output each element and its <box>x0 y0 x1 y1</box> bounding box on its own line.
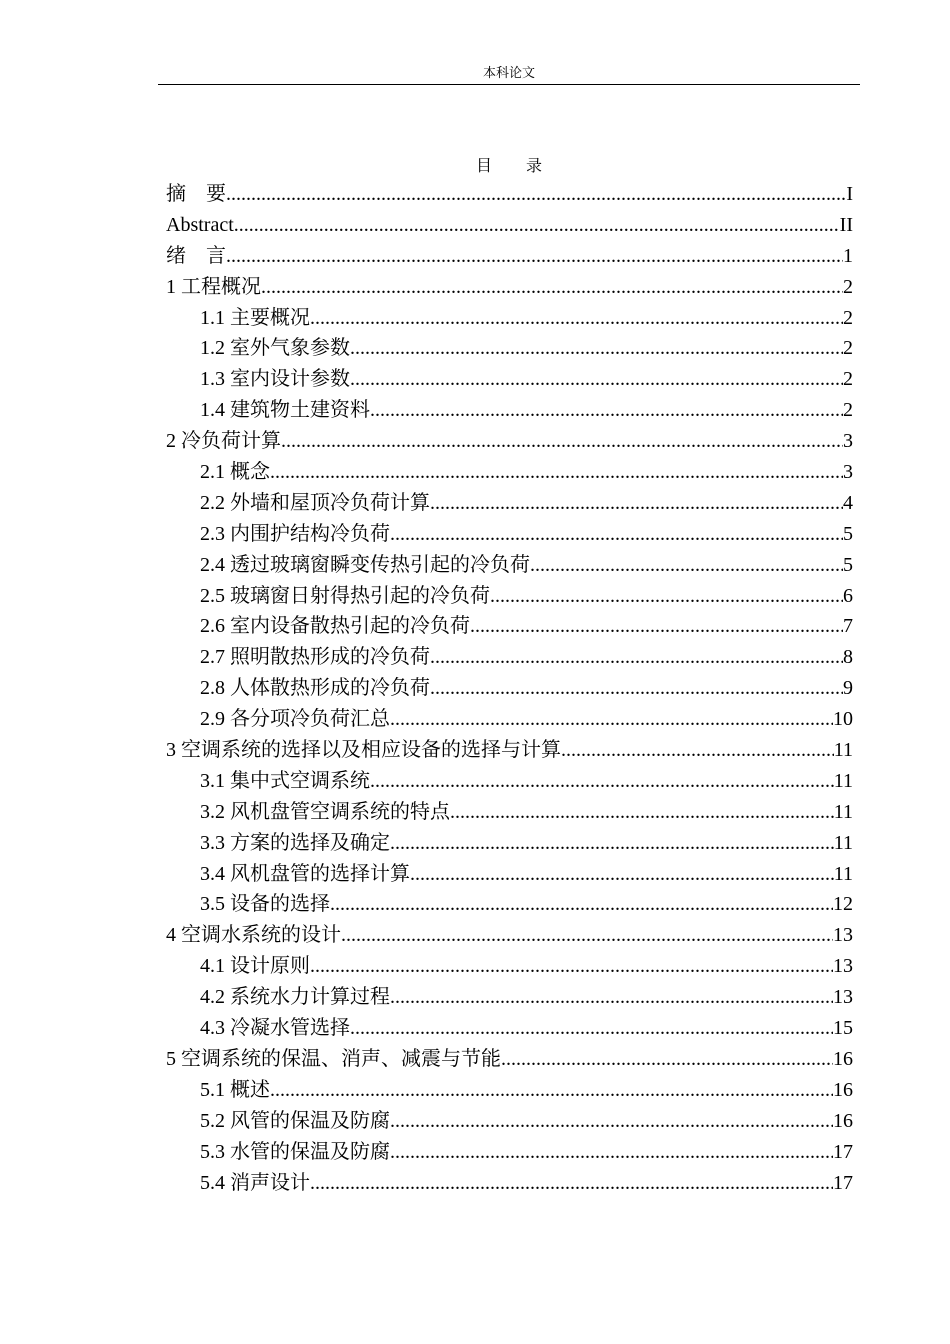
toc-entry-label: 3.2 风机盘管空调系统的特点 <box>200 800 450 823</box>
toc-entry[interactable] <box>166 673 853 704</box>
toc-entry[interactable] <box>166 1106 853 1137</box>
toc-entry-page-number: 16 <box>833 1109 853 1132</box>
toc-dot-leader <box>341 920 833 951</box>
toc-entry-page-number: 5 <box>843 553 853 576</box>
toc-entry-label: 1.1 主要概况 <box>200 306 310 329</box>
toc-dot-leader <box>410 859 834 890</box>
toc-dot-leader <box>390 982 833 1013</box>
toc-entry-label: 4.1 设计原则 <box>200 955 310 978</box>
toc-dot-leader <box>310 951 833 982</box>
toc-entry-label: 2.2 外墙和屋顶冷负荷计算 <box>200 491 430 514</box>
toc-dot-leader <box>310 1168 833 1199</box>
toc-entry-label: Abstract <box>166 213 234 236</box>
toc-entry-page-number: 11 <box>833 800 853 823</box>
toc-entry-page-number: 17 <box>833 1140 853 1163</box>
toc-entry-label: 2.3 内围护结构冷负荷 <box>200 522 390 545</box>
toc-entry[interactable] <box>166 704 853 735</box>
toc-entry-label: 1 工程概况 <box>166 275 261 298</box>
toc-dot-leader <box>261 272 843 303</box>
toc-entry[interactable] <box>166 395 853 426</box>
toc-entry-page-number: 13 <box>833 955 853 978</box>
toc-entry[interactable] <box>166 920 853 951</box>
toc-entry-page-number: 11 <box>833 739 853 762</box>
toc-entry[interactable] <box>166 333 853 364</box>
page-header-text: 本科论文 <box>482 65 535 80</box>
toc-entry[interactable] <box>166 642 853 673</box>
toc-dot-leader <box>470 611 843 642</box>
table-of-contents <box>166 179 853 1198</box>
toc-dot-leader <box>310 303 843 334</box>
toc-entry-label: 4.2 系统水力计算过程 <box>200 986 390 1009</box>
toc-entry-label: 3 空调系统的选择以及相应设备的选择与计算 <box>166 739 561 762</box>
toc-entry[interactable] <box>166 426 853 457</box>
toc-entry-label: 3.5 设备的选择 <box>200 893 330 916</box>
toc-entry-page-number: 6 <box>843 584 853 607</box>
toc-dot-leader <box>370 395 843 426</box>
toc-entry[interactable] <box>166 488 853 519</box>
toc-entry[interactable] <box>166 889 853 920</box>
toc-entry-page-number: 13 <box>833 924 853 947</box>
toc-entry-label: 3.4 风机盘管的选择计算 <box>200 862 410 885</box>
toc-entry-label: 5.2 风管的保温及防腐 <box>200 1109 390 1132</box>
toc-entry-page-number: II <box>839 213 853 236</box>
toc-entry[interactable] <box>166 1013 853 1044</box>
toc-entry[interactable] <box>166 550 853 581</box>
toc-entry[interactable] <box>166 1137 853 1168</box>
toc-dot-leader <box>430 488 843 519</box>
toc-entry-label: 3.3 方案的选择及确定 <box>200 831 390 854</box>
toc-dot-leader <box>450 797 834 828</box>
toc-entry-page-number: 11 <box>833 862 853 885</box>
toc-entry-label: 5 空调系统的保温、消声、减震与节能 <box>166 1047 501 1070</box>
toc-entry-page-number: 9 <box>843 677 853 700</box>
toc-entry-page-number: 7 <box>843 615 853 638</box>
toc-dot-leader <box>390 704 833 735</box>
toc-entry-label: 2.8 人体散热形成的冷负荷 <box>200 677 430 700</box>
toc-entry-label: 1.3 室内设计参数 <box>200 368 350 391</box>
toc-entry-page-number: 16 <box>833 1047 853 1070</box>
toc-dot-leader <box>330 889 833 920</box>
toc-entry-label: 绪 言 <box>166 244 226 267</box>
toc-entry[interactable] <box>166 179 853 210</box>
toc-entry-label: 2.6 室内设备散热引起的冷负荷 <box>200 615 470 638</box>
toc-entry-page-number: 8 <box>843 646 853 669</box>
toc-dot-leader <box>490 581 843 612</box>
toc-entry[interactable] <box>166 303 853 334</box>
toc-entry-label: 5.4 消声设计 <box>200 1171 310 1194</box>
toc-entry-label: 5.1 概述 <box>200 1078 270 1101</box>
toc-entry-label: 2.7 照明散热形成的冷负荷 <box>200 646 430 669</box>
toc-dot-leader <box>234 210 840 241</box>
toc-title: 目 录 <box>475 158 542 175</box>
toc-entry-page-number: 13 <box>833 986 853 1009</box>
toc-dot-leader <box>350 1013 833 1044</box>
toc-dot-leader <box>501 1044 833 1075</box>
toc-dot-leader <box>370 766 834 797</box>
toc-entry-label: 5.3 水管的保温及防腐 <box>200 1140 390 1163</box>
toc-entry[interactable] <box>166 828 853 859</box>
toc-dot-leader <box>350 333 843 364</box>
toc-entry[interactable] <box>166 210 853 241</box>
toc-entry-label: 摘 要 <box>166 183 226 205</box>
toc-entry-page-number: 11 <box>833 831 853 854</box>
toc-dot-leader <box>270 457 843 488</box>
toc-entry-page-number: I <box>846 183 853 205</box>
toc-entry[interactable] <box>166 272 853 303</box>
toc-entry[interactable] <box>166 241 853 272</box>
toc-dot-leader <box>281 426 843 457</box>
toc-entry[interactable] <box>166 581 853 612</box>
toc-dot-leader <box>530 550 843 581</box>
toc-entry-page-number: 12 <box>833 893 853 916</box>
toc-entry-page-number: 5 <box>843 522 853 545</box>
toc-entry-page-number: 4 <box>843 491 853 514</box>
toc-entry-label: 3.1 集中式空调系统 <box>200 769 370 792</box>
toc-entry-page-number: 11 <box>833 769 853 792</box>
toc-dot-leader <box>390 1137 833 1168</box>
toc-dot-leader <box>430 642 843 673</box>
toc-dot-leader <box>561 735 834 766</box>
toc-dot-leader <box>350 364 843 395</box>
toc-entry[interactable] <box>166 735 853 766</box>
toc-entry-page-number: 3 <box>843 430 853 453</box>
toc-dot-leader <box>270 1075 833 1106</box>
toc-dot-leader <box>226 179 846 210</box>
toc-entry-page-number: 2 <box>843 399 853 422</box>
toc-entry-page-number: 16 <box>833 1078 853 1101</box>
toc-entry-label: 2 冷负荷计算 <box>166 430 281 453</box>
toc-entry[interactable] <box>166 364 853 395</box>
toc-entry-page-number: 2 <box>843 368 853 391</box>
toc-entry-label: 2.9 各分项冷负荷汇总 <box>200 708 390 731</box>
toc-entry[interactable] <box>166 1075 853 1106</box>
toc-entry[interactable] <box>166 457 853 488</box>
toc-entry-label: 2.4 透过玻璃窗瞬变传热引起的冷负荷 <box>200 553 530 576</box>
toc-entry-label: 4 空调水系统的设计 <box>166 924 341 947</box>
toc-entry[interactable] <box>166 766 853 797</box>
toc-entry[interactable] <box>166 982 853 1013</box>
toc-dot-leader <box>390 1106 833 1137</box>
toc-entry-label: 1.2 室外气象参数 <box>200 337 350 360</box>
toc-entry[interactable] <box>166 611 853 642</box>
toc-entry[interactable] <box>166 1044 853 1075</box>
toc-dot-leader <box>390 519 843 550</box>
toc-entry[interactable] <box>166 1168 853 1199</box>
toc-entry[interactable] <box>166 797 853 828</box>
toc-entry-page-number: 1 <box>843 244 853 267</box>
toc-dot-leader <box>430 673 843 704</box>
toc-entry-page-number: 3 <box>843 461 853 484</box>
toc-entry[interactable] <box>166 951 853 982</box>
toc-entry-page-number: 15 <box>833 1017 853 1040</box>
toc-entry-page-number: 2 <box>843 306 853 329</box>
toc-entry-page-number: 17 <box>833 1171 853 1194</box>
toc-entry-page-number: 2 <box>843 275 853 298</box>
toc-dot-leader <box>226 241 843 272</box>
toc-entry-label: 2.5 玻璃窗日射得热引起的冷负荷 <box>200 584 490 607</box>
toc-entry-label: 1.4 建筑物土建资料 <box>200 399 370 422</box>
toc-entry-page-number: 10 <box>833 708 853 731</box>
toc-entry-label: 4.3 冷凝水管选择 <box>200 1017 350 1040</box>
toc-entry-page-number: 2 <box>843 337 853 360</box>
page-header <box>158 64 860 85</box>
toc-entry[interactable] <box>166 859 853 890</box>
toc-dot-leader <box>390 828 834 859</box>
toc-entry-label: 2.1 概念 <box>200 461 270 484</box>
toc-entry[interactable] <box>166 519 853 550</box>
